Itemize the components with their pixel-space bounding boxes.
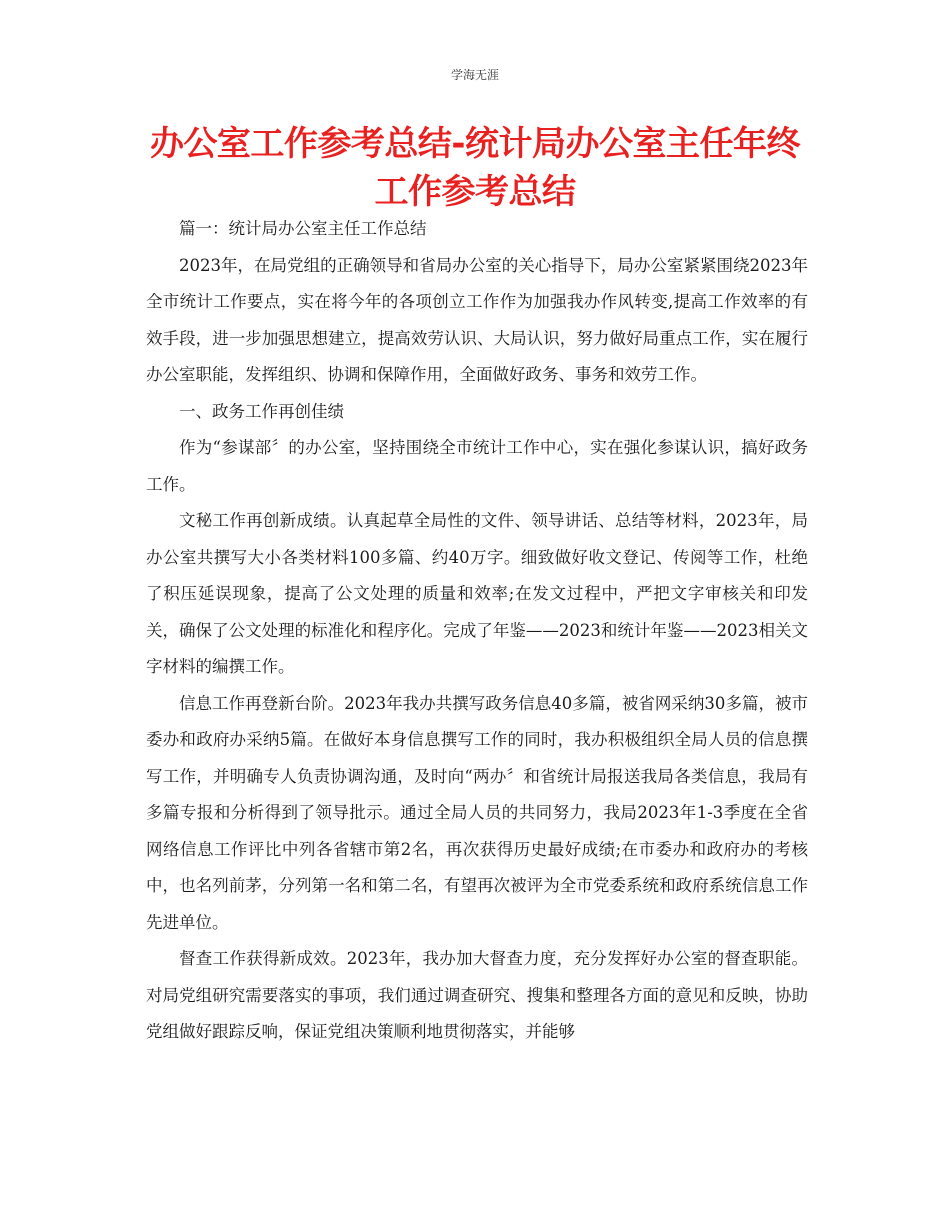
document-title: 办公室工作参考总结-统计局办公室主任年终工作参考总结	[149, 124, 801, 212]
body-paragraph: 信息工作再登新台阶。2023年我办共撰写政务信息40多篇，被省网采纳30多篇，被市委办和政府办采纳5篇。在做好本身信息撰写工作的同时，我办积极组织全局人员的信息撰写工作，并明确专人负责协调沟通，及时向“两办〞和省统计局报送我局各类信息，我局有多篇专报和分析得到了领导批示。通过全局人员的共同努力，我局2023年1-3季度在全省网络信息工作评比中列各省辖市第2名，再次获得历史最好成绩;在市委办和政府办的考核中，也名列前茅，分列第一名和第二名，有望再次被评为全市党委系统和政府系统信息工作先进单位。	[146, 693, 808, 932]
body-paragraph: 作为“参谋部〞的办公室，坚持围绕全市统计工作中心，实在强化参谋认识，搞好政务工作。	[146, 438, 808, 494]
document-body	[146, 211, 808, 1051]
body-paragraph: 2023年，在局党组的正确领导和省局办公室的关心指导下，局办公室紧紧围绕2023年全市统计工作要点，实在将今年的各项创立工作作为加强我办作风转变,提高工作效率的有效手段，进一步加强思想建立，提高效劳认识、大局认识，努力做好局重点工作，实在履行办公室职能，发挥组织、协调和保障作用，全面做好政务、事务和效劳工作。	[146, 255, 808, 384]
section-heading: 篇一：统计局办公室主任工作总结	[179, 219, 427, 238]
section-heading: 一、政务工作再创佳绩	[179, 401, 344, 421]
body-paragraph: 督查工作获得新成效。2023年，我办加大督查力度，充分发挥好办公室的督查职能。对局党组研究需要落实的事项，我们通过调查研究、搜集和整理各方面的意见和反映，协助党组做好跟踪反响，保证党组决策顺利地贯彻落实，并能够	[146, 949, 808, 1041]
body-paragraph: 文秘工作再创新成绩。认真起草全局性的文件、领导讲话、总结等材料，2023年，局办公室共撰写大小各类材料100多篇、约40万字。细致做好收文登记、传阅等工作，杜绝了积压延误现象，提高了公文处理的质量和效率;在发文过程中，严把文字审核关和印发关，确保了公文处理的标准化和程序化。完成了年鉴——2023和统计年鉴——2023相关文字材料的编撰工作。	[146, 511, 808, 676]
page-header: 学海无涯	[450, 68, 499, 82]
